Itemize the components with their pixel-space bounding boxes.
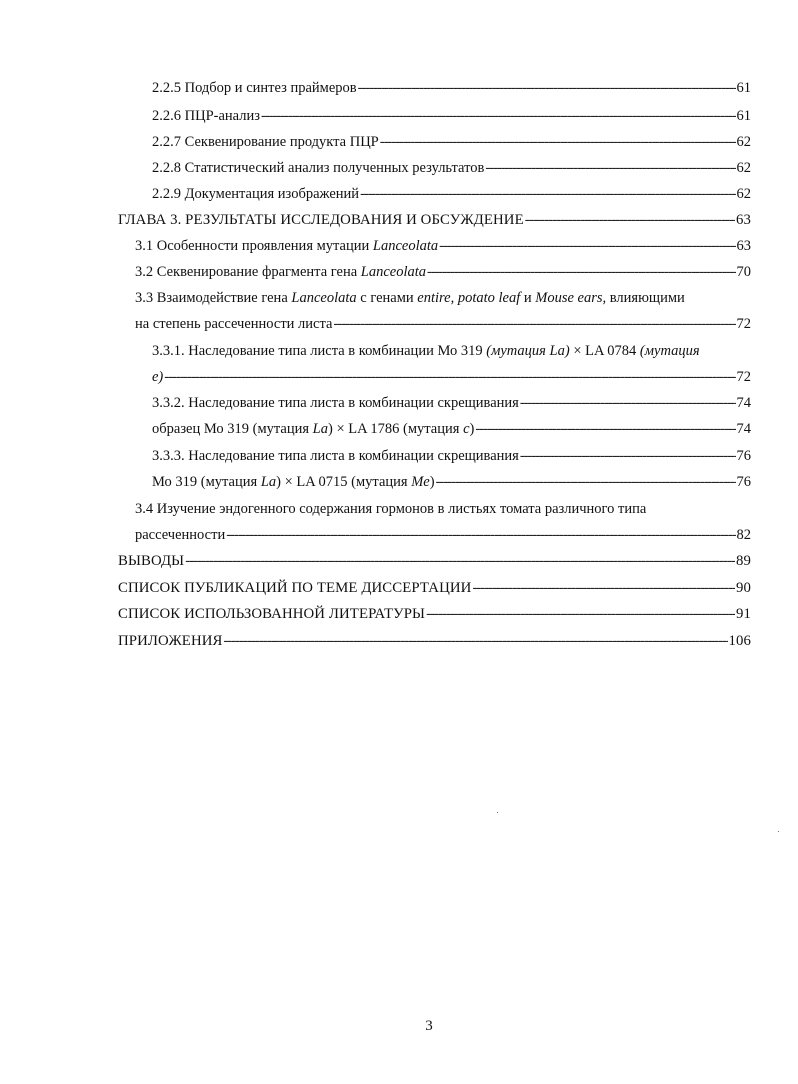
toc-entry-title: 3.3.3. Наследование типа листа в комбинации скрещивания [152,448,519,464]
toc-entry-2-2-7 [152,133,751,151]
toc-entry-page: 89 [736,553,751,569]
dot-leader [261,107,736,125]
toc-entry-3-4-title-line1: 3.4 Изучение эндогенного содержания гормонов в листьях томата различного типа [135,501,647,517]
toc-entry-2-2-5 [152,79,751,97]
toc-publications [118,579,751,597]
toc-chapter-3 [118,211,751,229]
toc-entry-3-1 [135,237,751,255]
dot-leader [427,263,735,281]
toc-appendices [118,632,751,650]
scan-speck [778,831,779,832]
toc-entry-2-2-6 [152,107,751,125]
page-number: 3 [425,1018,433,1034]
dot-leader [360,185,735,203]
toc-entry-title: e) [152,369,164,385]
toc-entry-3-3-title-line1: 3.3 Взаимодействие гена Lanceolata с генами entire, potato leaf и Mouse ears, влияющими [135,290,685,306]
dot-leader [333,315,735,333]
dot-leader [475,420,735,438]
toc-entry-page: 62 [736,160,751,176]
toc-entry-title: 3.2 Секвенирование фрагмента гена Lanceolata [135,264,427,280]
toc-entry-page: 106 [728,633,751,649]
dot-leader [472,579,735,597]
toc-entry-title: ВЫВОДЫ [118,553,185,569]
toc-entry-page: 91 [736,606,751,622]
dot-leader [164,368,735,386]
dot-leader [426,605,735,623]
toc-entry-title: 2.2.7 Секвенирование продукта ПЦР [152,134,379,150]
toc-entry-title: 3.3.2. Наследование типа листа в комбинации скрещивания [152,395,519,411]
toc-entry-3-3-2-line2 [152,420,751,438]
toc-entry-title: 2.2.9 Документация изображений [152,186,360,202]
toc-entry-page: 70 [736,264,751,280]
toc-entry-title: 2.2.5 Подбор и синтез праймеров [152,80,357,96]
toc-entry-3-3-3-line2 [152,473,751,491]
toc-entry-2-2-8 [152,159,751,177]
toc-literature [118,605,751,623]
toc-entry-title: на степень рассеченности листа [135,316,333,332]
toc-entry-3-4 [135,526,751,544]
toc-entry-page: 72 [736,369,751,385]
toc-entry-title: 2.2.6 ПЦР-анализ [152,108,260,124]
dot-leader [224,632,728,650]
toc-entry-title: рассеченности [135,527,226,543]
toc-entry-page: 62 [736,186,751,202]
toc-entry-3-2 [135,263,751,281]
toc-entry-page: 72 [736,316,751,332]
toc-entry-page: 62 [736,134,751,150]
toc-entry-page: 74 [736,421,751,437]
toc-entry-title: 2.2.8 Статистический анализ полученных результатов [152,160,485,176]
dot-leader [226,526,735,544]
dot-leader [436,473,736,491]
dot-leader [485,159,735,177]
toc-entry-page: 82 [736,527,751,543]
dot-leader [525,211,735,229]
toc-entry-title: Мо 319 (мутация La) × LA 0715 (мутация Me) [152,474,435,490]
toc-entry-page: 76 [736,448,751,464]
toc-entry-2-2-9 [152,185,751,203]
toc-entry-title: 3.1 Особенности проявления мутации Lanceolata [135,238,439,254]
dot-leader [358,79,736,97]
scan-speck [497,812,498,813]
toc-entry-title: ГЛАВА 3. РЕЗУЛЬТАТЫ ИССЛЕДОВАНИЯ И ОБСУЖДЕНИЕ [118,212,524,228]
dot-leader [520,447,736,465]
toc-entry-page: 61 [736,108,751,124]
toc-entry-title: ПРИЛОЖЕНИЯ [118,633,223,649]
toc-entry-3-3 [135,315,751,333]
toc-entry-page: 76 [736,474,751,490]
toc-entry-page: 61 [736,80,751,96]
dot-leader [439,237,735,255]
toc-entry-page: 63 [736,238,751,254]
toc-entry-page: 74 [736,395,751,411]
toc-entry-page: 63 [736,212,751,228]
toc-conclusions [118,552,751,570]
toc-entry-3-3-1-title-line1: 3.3.1. Наследование типа листа в комбинации Мо 319 (мутация La) × LA 0784 (мутация [152,343,700,359]
toc-entry-3-3-3 [152,447,751,465]
toc-entry-page: 90 [736,580,751,596]
toc-entry-title: СПИСОК ПУБЛИКАЦИЙ ПО ТЕМЕ ДИССЕРТАЦИИ [118,580,472,596]
dot-leader [185,552,735,570]
toc-entry-title: СПИСОК ИСПОЛЬЗОВАННОЙ ЛИТЕРАТУРЫ [118,606,426,622]
toc-entry-3-3-1 [152,368,751,386]
toc-entry-3-3-2 [152,394,751,412]
toc-entry-title: образец Мо 319 (мутация La) × LA 1786 (мутация c) [152,421,475,437]
dot-leader [520,394,736,412]
dot-leader [380,133,736,151]
